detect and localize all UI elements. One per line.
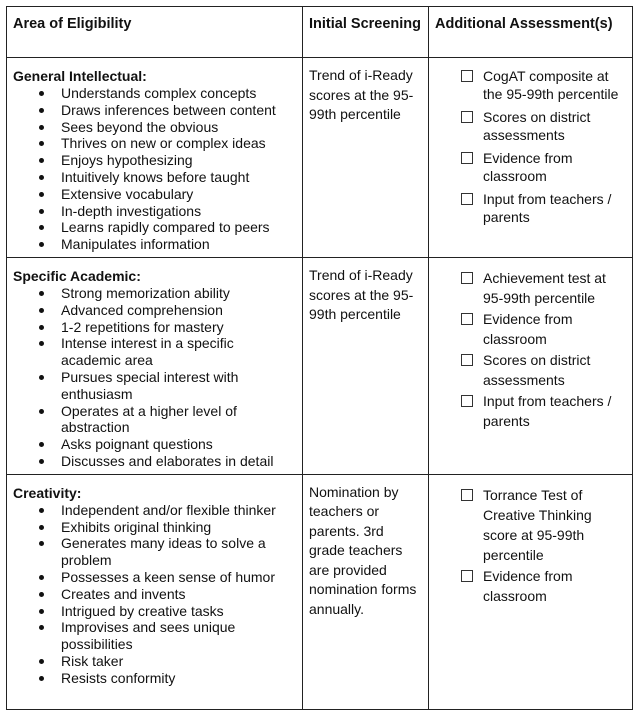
trait-item: Intrigued by creative tasks [13, 603, 296, 620]
trait-item: Enjoys hypothesizing [13, 152, 296, 169]
assessment-item[interactable] [435, 150, 626, 185]
assessment-label: CogAT composite at the 95-99th percentile [483, 68, 619, 102]
trait-item: 1-2 repetitions for mastery [13, 319, 296, 336]
area-title: General Intellectual: [13, 68, 147, 84]
trait-item: Understands complex concepts [13, 85, 296, 102]
checkbox-icon[interactable] [461, 272, 473, 284]
area-title: Specific Academic: [13, 268, 141, 284]
assessment-item[interactable] [435, 68, 626, 103]
assessment-label: Evidence from classroom [483, 567, 573, 604]
screening-cell [303, 58, 429, 258]
screening-cell [303, 474, 429, 709]
trait-list [13, 85, 296, 253]
assessment-label: Evidence from classroom [483, 311, 573, 347]
trait-item: Advanced comprehension [13, 302, 296, 319]
trait-item: Creates and invents [13, 586, 296, 603]
assessment-item[interactable] [435, 350, 626, 390]
checkbox-icon[interactable] [461, 111, 473, 123]
trait-item: Intuitively knows before taught [13, 169, 296, 186]
trait-item: Strong memorization ability [13, 285, 296, 302]
trait-list [13, 502, 296, 687]
assessment-item[interactable] [435, 391, 626, 431]
assessment-cell [429, 58, 633, 258]
header-area: Area of Eligibility [7, 7, 303, 58]
trait-item: Exhibits original thinking [13, 519, 296, 536]
trait-item: In-depth investigations [13, 203, 296, 220]
area-cell [7, 58, 303, 258]
header-row [7, 7, 633, 58]
assessment-label: Achievement test at 95-99th percentile [483, 270, 606, 306]
assessment-cell [429, 258, 633, 475]
checkbox-icon[interactable] [461, 193, 473, 205]
trait-item: Independent and/or flexible thinker [13, 502, 296, 519]
trait-item: Operates at a higher level of abstraction [13, 403, 296, 437]
assessment-item[interactable] [435, 309, 626, 349]
trait-item: Sees beyond the obvious [13, 119, 296, 136]
checkbox-icon[interactable] [461, 354, 473, 366]
trait-item: Pursues special interest with enthusiasm [13, 369, 296, 403]
assessment-cell [429, 474, 633, 709]
assessment-list [435, 68, 626, 226]
eligibility-table [6, 6, 633, 710]
trait-item: Extensive vocabulary [13, 186, 296, 203]
checkbox-icon[interactable] [461, 152, 473, 164]
checkbox-icon[interactable] [461, 395, 473, 407]
checkbox-icon[interactable] [461, 570, 473, 582]
header-assessments: Additional Assessment(s) [429, 7, 633, 58]
area-title: Creativity: [13, 484, 82, 501]
trait-item: Generates many ideas to solve a problem [13, 535, 296, 569]
trait-item: Draws inferences between content [13, 102, 296, 119]
area-cell [7, 258, 303, 475]
checkbox-icon[interactable] [461, 70, 473, 82]
assessment-item[interactable] [435, 566, 626, 606]
screening-text: Trend of i-Ready scores at the 95-99th percentile [309, 267, 414, 322]
assessment-label: Torrance Test of Creative Thinking score at 95-99th percentile [483, 486, 592, 563]
trait-item: Thrives on new or complex ideas [13, 135, 296, 152]
trait-item: Discusses and elaborates in detail [13, 453, 296, 470]
assessment-item[interactable] [435, 109, 626, 144]
assessment-label: Evidence from classroom [483, 150, 573, 184]
header-screening: Initial Screening [303, 7, 429, 58]
trait-item: Asks poignant questions [13, 436, 296, 453]
trait-list [13, 285, 296, 470]
trait-item: Learns rapidly compared to peers [13, 219, 296, 236]
assessment-label: Input from teachers / parents [483, 393, 612, 429]
assessment-label: Scores on district assessments [483, 352, 591, 388]
table-row-specific-academic [7, 258, 633, 475]
assessment-item[interactable] [435, 485, 626, 565]
trait-item: Improvises and sees unique possibilities [13, 619, 296, 653]
table-row-general-intellectual [7, 58, 633, 258]
assessment-list [435, 485, 626, 606]
trait-item: Possesses a keen sense of humor [13, 569, 296, 586]
table-row-creativity [7, 474, 633, 709]
area-cell [7, 474, 303, 709]
screening-cell [303, 258, 429, 475]
assessment-label: Scores on district assessments [483, 109, 591, 143]
trait-item: Manipulates information [13, 236, 296, 253]
assessment-item[interactable] [435, 268, 626, 308]
checkbox-icon[interactable] [461, 313, 473, 325]
assessment-label: Input from teachers / parents [483, 191, 612, 225]
screening-text: Trend of i-Ready scores at the 95-99th percentile [309, 67, 414, 122]
screening-text: Nomination by teachers or parents. 3rd grade teachers are provided nomination forms annually. [309, 483, 417, 617]
trait-item: Intense interest in a specific academic area [13, 335, 296, 369]
assessment-item[interactable] [435, 191, 626, 226]
trait-item: Risk taker [13, 653, 296, 670]
checkbox-icon[interactable] [461, 489, 473, 501]
assessment-list [435, 268, 626, 431]
trait-item: Resists conformity [13, 670, 296, 687]
